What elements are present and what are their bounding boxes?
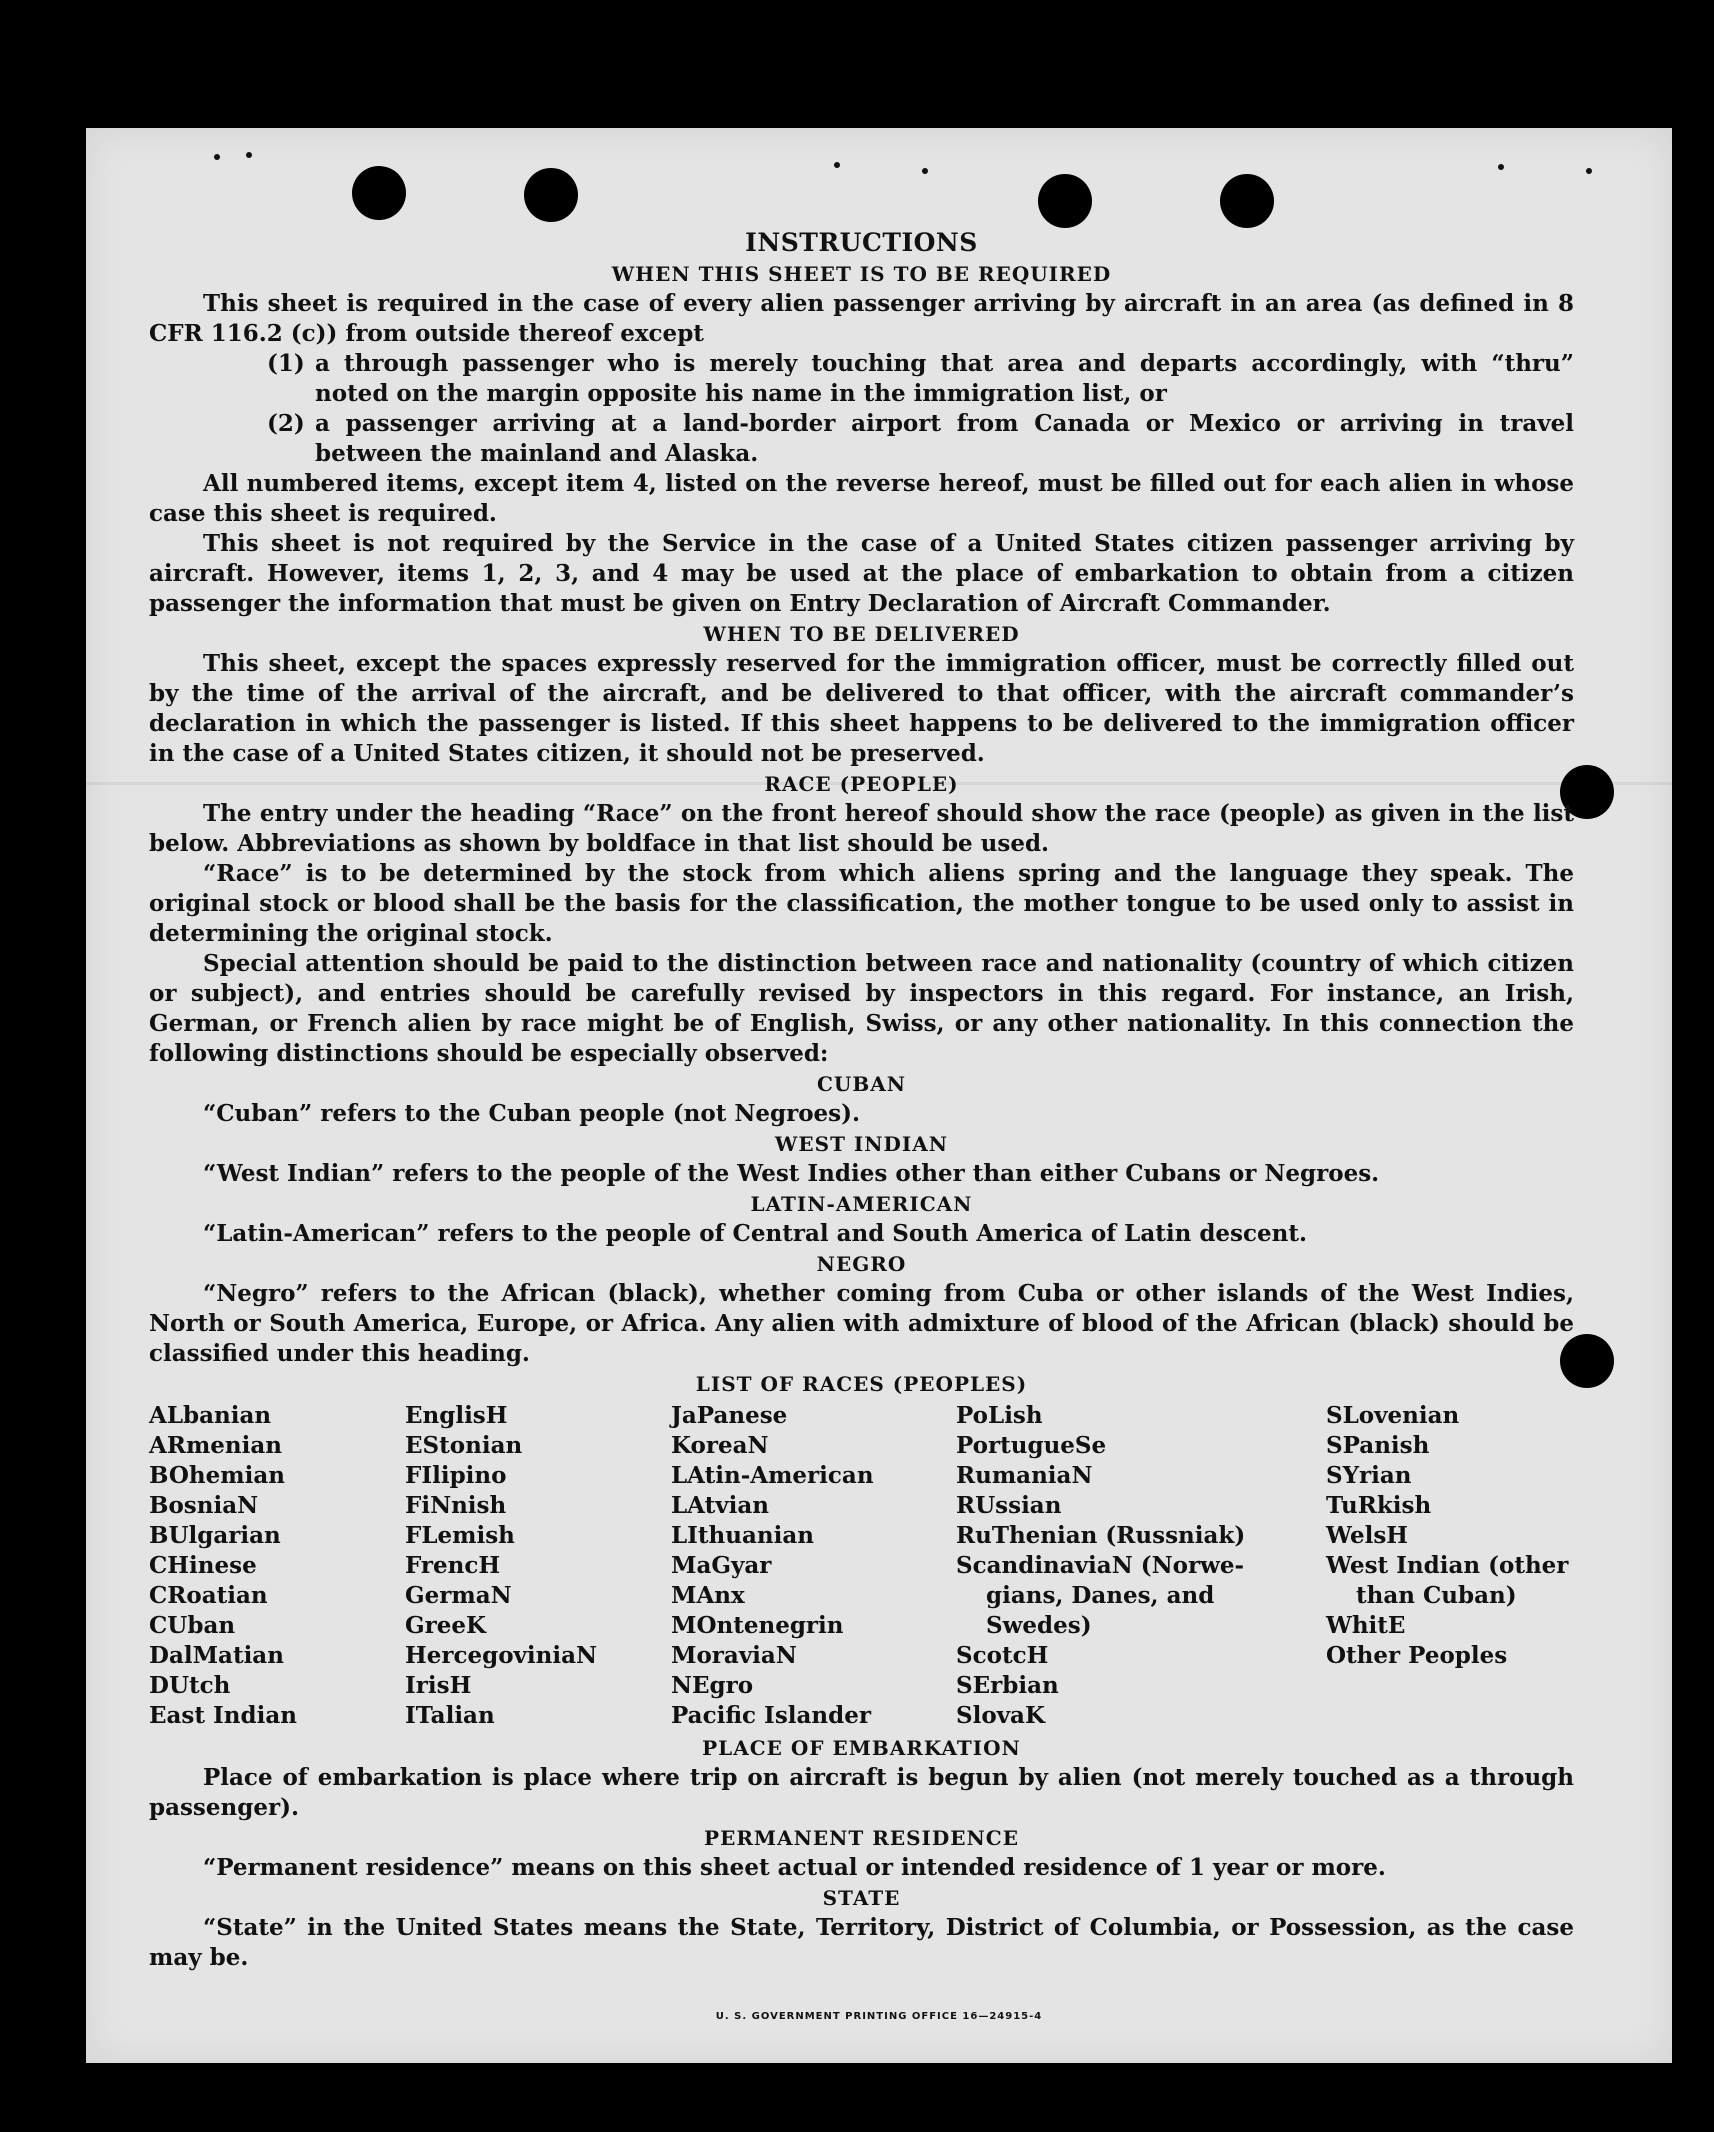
race-entry: LAtvian <box>671 1492 769 1519</box>
paragraph: “Negro” refers to the African (black), whether coming from Cuba or other islands of the West Indies, North or South America, Europe, or Africa. Any alien with admixture of blood of the African (black) should be classified under this heading. <box>149 1280 1574 1367</box>
paragraph: “Permanent residence” means on this sheet actual or intended residence of 1 year or more. <box>203 1854 1386 1881</box>
race-column <box>1326 1401 1574 1731</box>
race-entry: CRoatian <box>149 1582 268 1609</box>
punch-hole <box>1038 174 1092 228</box>
race-entry: LAtin-American <box>671 1462 874 1489</box>
race-entry: RUssian <box>956 1492 1062 1519</box>
race-column <box>149 1401 405 1731</box>
race-entry: CHinese <box>149 1552 257 1579</box>
page-title: INSTRUCTIONS <box>745 228 978 257</box>
race-column <box>671 1401 956 1731</box>
race-entry: BUlgarian <box>149 1522 281 1549</box>
section-heading-permanent-residence: PERMANENT RESIDENCE <box>704 1826 1019 1850</box>
race-entry: West Indian (other <box>1326 1552 1569 1579</box>
race-entry: gians, Danes, and <box>986 1582 1215 1609</box>
printer-imprint: U. S. GOVERNMENT PRINTING OFFICE 16—24915-4 <box>715 2011 1043 2022</box>
section-heading-cuban: CUBAN <box>816 1072 907 1096</box>
item-text: a through passenger who is merely touching that area and departs accordingly, with “thru” noted on the margin opposite his name in the immigration list, or <box>315 350 1574 407</box>
race-entry: than Cuban) <box>1356 1582 1517 1609</box>
race-entry: FiNnish <box>405 1492 507 1519</box>
paragraph: “West Indian” refers to the people of the West Indies other than either Cubans or Negroes. <box>203 1160 1380 1187</box>
race-entry: IrisH <box>405 1672 472 1699</box>
numbered-item <box>267 409 1574 469</box>
speck <box>834 162 840 168</box>
race-entry: EStonian <box>405 1432 523 1459</box>
race-entry: FIlipino <box>405 1462 507 1489</box>
race-entry: PoLish <box>956 1402 1043 1429</box>
race-entry: FLemish <box>405 1522 515 1549</box>
race-entry: ARmenian <box>149 1432 283 1459</box>
section-heading-race: RACE (PEOPLE) <box>764 772 959 796</box>
race-column <box>956 1401 1326 1731</box>
race-entry: Pacific Islander <box>671 1702 871 1729</box>
punch-hole <box>352 166 406 220</box>
paragraph: “Race” is to be determined by the stock from which aliens spring and the language they speak. The original stock or blood shall be the basis for the classification, the mother tongue to be used only to assist in determining the original stock. <box>149 860 1574 947</box>
race-entry: WelsH <box>1326 1522 1409 1549</box>
race-entry: GermaN <box>405 1582 512 1609</box>
speck <box>922 168 928 174</box>
section-heading-state: STATE <box>822 1886 901 1910</box>
race-entry: KoreaN <box>671 1432 769 1459</box>
punch-hole <box>1220 174 1274 228</box>
paragraph: “Latin-American” refers to the people of Central and South America of Latin descent. <box>203 1220 1307 1247</box>
race-entry: SYrian <box>1326 1462 1412 1489</box>
race-entry: CUban <box>149 1612 236 1639</box>
section-heading-embarkation: PLACE OF EMBARKATION <box>702 1736 1021 1760</box>
race-entry: FrencH <box>405 1552 501 1579</box>
section-heading-latin-american: LATIN-AMERICAN <box>750 1192 973 1216</box>
race-entry: WhitE <box>1326 1612 1406 1639</box>
instructions-content <box>149 228 1574 1973</box>
race-entry: ScotcH <box>956 1642 1049 1669</box>
speck <box>1586 168 1592 174</box>
race-entry: Swedes) <box>986 1612 1092 1639</box>
item-number: (2) <box>267 410 305 437</box>
section-heading-west-indian: WEST INDIAN <box>774 1132 949 1156</box>
race-entry: TuRkish <box>1326 1492 1432 1519</box>
item-text: a passenger arriving at a land-border airport from Canada or Mexico or arriving in travel between the mainland and Alaska. <box>315 410 1574 467</box>
race-entry: PortugueSe <box>956 1432 1107 1459</box>
race-entry: GreeK <box>405 1612 487 1639</box>
race-entry: SErbian <box>956 1672 1059 1699</box>
race-entry: DUtch <box>149 1672 231 1699</box>
race-column <box>405 1401 671 1731</box>
race-entry: Other Peoples <box>1326 1642 1508 1669</box>
section-heading-when-delivered: WHEN TO BE DELIVERED <box>703 622 1020 646</box>
race-entry: EnglisH <box>405 1402 508 1429</box>
race-entry: RumaniaN <box>956 1462 1093 1489</box>
race-entry: LIthuanian <box>671 1522 814 1549</box>
race-entry: RuThenian (Russniak) <box>956 1522 1246 1549</box>
paragraph: Special attention should be paid to the distinction between race and nationality (country of which citizen or subject), and entries should be carefully revised by inspectors in this regard. For instance, an Irish, German, or French alien by race might be of English, Swiss, or any other nationality. In this connection the following distinctions should be especially observed: <box>149 950 1574 1067</box>
race-entry: JaPanese <box>671 1402 788 1429</box>
paragraph: “State” in the United States means the State, Territory, District of Columbia, or Possession, as the case may be. <box>149 1914 1574 1971</box>
document-sheet <box>86 128 1672 2063</box>
item-number: (1) <box>267 350 305 377</box>
race-entry: NEgro <box>671 1672 754 1699</box>
paragraph: This sheet, except the spaces expressly reserved for the immigration officer, must be correctly filled out by the time of the arrival of the aircraft, and be delivered to that officer, with the aircraft commander’s declaration in which the passenger is listed. If this sheet happens to be delivered to the immigration officer in the case of a United States citizen, it should not be preserved. <box>149 650 1574 767</box>
section-heading-list-of-races: LIST OF RACES (PEOPLES) <box>695 1372 1028 1396</box>
race-entry: ITalian <box>405 1702 495 1729</box>
race-entry: MAnx <box>671 1582 745 1609</box>
speck <box>1498 164 1504 170</box>
race-entry: MOntenegrin <box>671 1612 844 1639</box>
race-entry: DalMatian <box>149 1642 284 1669</box>
paragraph: Place of embarkation is place where trip on aircraft is begun by alien (not merely touched as a through passenger). <box>149 1764 1574 1821</box>
race-entry: MaGyar <box>671 1552 772 1579</box>
race-entry: ALbanian <box>149 1402 272 1429</box>
race-entry: SlovaK <box>956 1702 1045 1729</box>
race-entry: ScandinaviaN (Norwe- <box>956 1552 1245 1579</box>
section-heading-negro: NEGRO <box>816 1252 907 1276</box>
paragraph: The entry under the heading “Race” on the front hereof should show the race (people) as given in the list below. Abbreviations as shown by boldface in that list should be used. <box>149 800 1574 857</box>
paragraph: This sheet is required in the case of every alien passenger arriving by aircraft in an area (as defined in 8 CFR 116.2 (c)) from outside thereof except <box>149 290 1574 347</box>
race-entry: SLovenian <box>1326 1402 1460 1429</box>
paragraph: All numbered items, except item 4, listed on the reverse hereof, must be filled out for each alien in whose case this sheet is required. <box>149 470 1574 527</box>
race-entry: HercegoviniaN <box>405 1642 598 1669</box>
section-heading-when-required: WHEN THIS SHEET IS TO BE REQUIRED <box>611 262 1112 286</box>
race-list <box>149 1401 1574 1731</box>
race-entry: BosniaN <box>149 1492 259 1519</box>
race-entry: BOhemian <box>149 1462 285 1489</box>
speck <box>214 154 220 160</box>
race-entry: East Indian <box>149 1702 297 1729</box>
punch-hole <box>524 168 578 222</box>
race-entry: MoraviaN <box>671 1642 797 1669</box>
race-entry: SPanish <box>1326 1432 1430 1459</box>
speck <box>246 152 252 158</box>
paragraph: This sheet is not required by the Service in the case of a United States citizen passenger arriving by aircraft. However, items 1, 2, 3, and 4 may be used at the place of embarkation to obtain from a citizen passenger the information that must be given on Entry Declaration of Aircraft Commander. <box>149 530 1574 617</box>
numbered-item <box>267 349 1574 409</box>
paragraph: “Cuban” refers to the Cuban people (not Negroes). <box>203 1100 861 1127</box>
